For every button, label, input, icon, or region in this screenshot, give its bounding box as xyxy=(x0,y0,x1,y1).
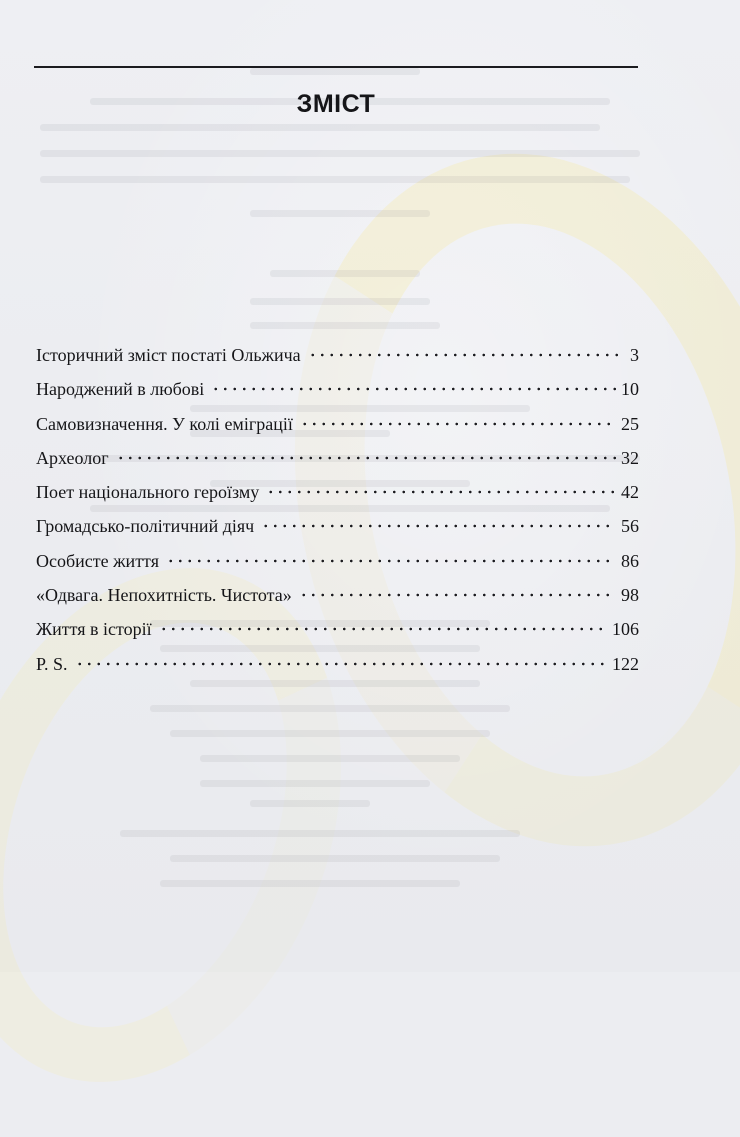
toc-entry-title: Історичний зміст постаті Ольжича xyxy=(36,345,301,365)
toc-entry-page-number: 10 xyxy=(621,379,639,400)
toc-entry xyxy=(36,550,639,584)
toc-entry xyxy=(36,584,639,618)
toc-entry-page-number: 42 xyxy=(621,482,639,503)
toc-entry-page-number: 25 xyxy=(621,413,639,434)
toc-dot-leader xyxy=(209,387,616,391)
toc-entry-title: Громадсько-політичний діяч xyxy=(36,516,255,537)
table-of-contents xyxy=(36,344,639,687)
toc-entry xyxy=(36,515,639,549)
toc-dot-leader xyxy=(164,559,616,563)
toc-entry-page-number: 98 xyxy=(621,585,639,606)
toc-entry-page-number: 86 xyxy=(621,550,639,571)
toc-dot-leader xyxy=(259,524,616,528)
toc-entry xyxy=(36,481,639,515)
toc-dot-leader xyxy=(264,490,616,494)
toc-entry-title: Народжений в любові xyxy=(36,379,205,400)
toc-entry xyxy=(36,618,639,652)
toc-entry-page-number: 3 xyxy=(630,345,639,365)
toc-entry-page-number: 56 xyxy=(621,516,639,537)
toc-entry xyxy=(36,378,639,412)
toc-entry-title: Життя в історії xyxy=(36,619,152,640)
toc-entry-page-number: 32 xyxy=(621,447,639,468)
toc-entry-page-number: 122 xyxy=(612,653,639,674)
toc-entry xyxy=(36,447,639,481)
toc-dot-leader xyxy=(297,593,616,597)
toc-dot-leader xyxy=(298,422,616,426)
toc-entry xyxy=(36,413,639,447)
page-title: ЗМІСТ xyxy=(296,90,376,118)
toc-dot-leader xyxy=(157,627,607,631)
toc-entry-title: Археолог xyxy=(36,447,109,468)
toc-entry-page-number: 106 xyxy=(612,619,639,640)
toc-entry-title: P. S. xyxy=(36,653,68,674)
toc-dot-leader xyxy=(306,353,625,357)
toc-dot-leader xyxy=(73,662,607,666)
toc-entry-title: Самовизначення. У колі еміграції xyxy=(36,413,293,434)
toc-entry-title: Поет національного героїзму xyxy=(36,482,260,503)
toc-dot-leader xyxy=(114,456,616,460)
top-rule xyxy=(34,66,638,68)
toc-entry xyxy=(36,653,639,687)
toc-entry-title: Особисте життя xyxy=(36,550,159,571)
toc-entry xyxy=(36,344,639,378)
toc-entry-title: «Одвага. Непохитність. Чистота» xyxy=(36,585,292,606)
